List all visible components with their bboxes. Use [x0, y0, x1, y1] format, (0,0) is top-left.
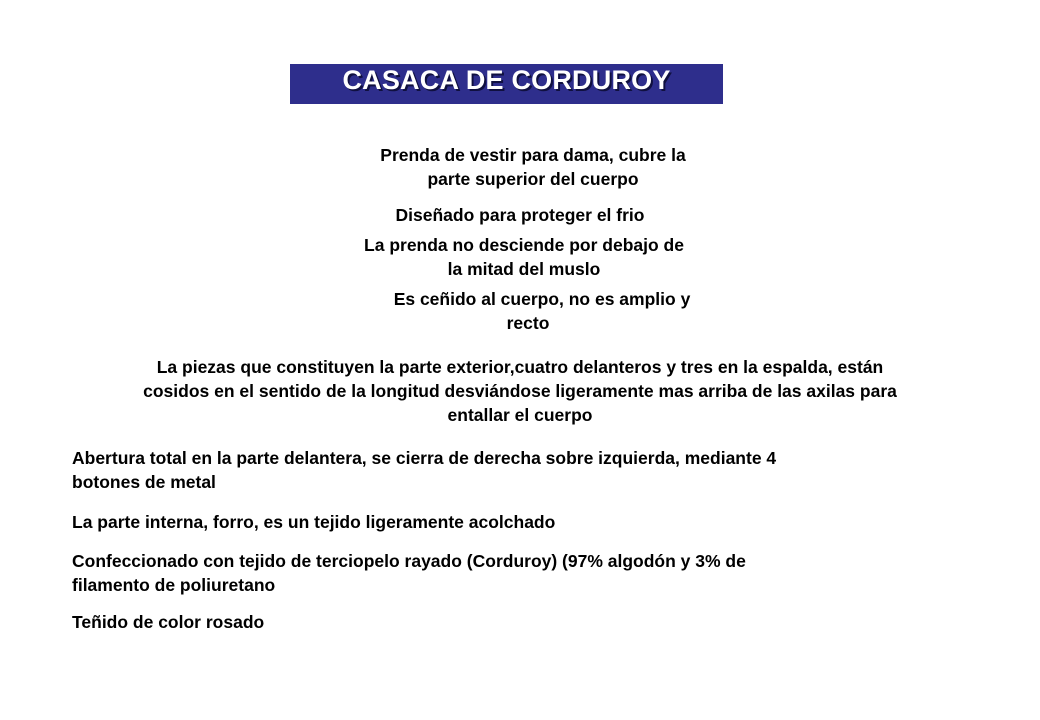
left-line-3: La parte interna, forro, es un tejido ligeramente acolchado — [72, 512, 556, 532]
center-line-6: Es ceñido al cuerpo, no es amplio y — [393, 289, 691, 309]
left-line-2: botones de metal — [72, 472, 216, 492]
center-line-5: la mitad del muslo — [447, 259, 601, 279]
center-line-1: Prenda de vestir para dama, cubre la — [380, 145, 686, 165]
center-line-2: parte superior del cuerpo — [427, 169, 639, 189]
wide-line-3: entallar el cuerpo — [447, 405, 593, 425]
page-title: CASACA DE CORDUROY — [342, 64, 671, 95]
left-line-6: Teñido de color rosado — [72, 612, 265, 632]
left-line-5: filamento de poliuretano — [72, 575, 276, 595]
title-banner — [290, 64, 723, 104]
wide-line-1: La piezas que constituyen la parte exterior,cuatro delanteros y tres en la espalda, están — [156, 357, 884, 377]
wide-line-2: cosidos en el sentido de la longitud desviándose ligeramente mas arriba de las axilas para — [143, 381, 897, 401]
center-line-7: recto — [506, 313, 550, 333]
center-line-3: Diseñado para proteger el frio — [395, 205, 645, 225]
center-line-4: La prenda no desciende por debajo de — [364, 235, 684, 255]
left-line-4: Confeccionado con tejido de terciopelo rayado (Corduroy) (97% algodón y 3% de — [72, 551, 746, 571]
left-line-1: Abertura total en la parte delantera, se cierra de derecha sobre izquierda, mediante 4 — [72, 448, 777, 468]
